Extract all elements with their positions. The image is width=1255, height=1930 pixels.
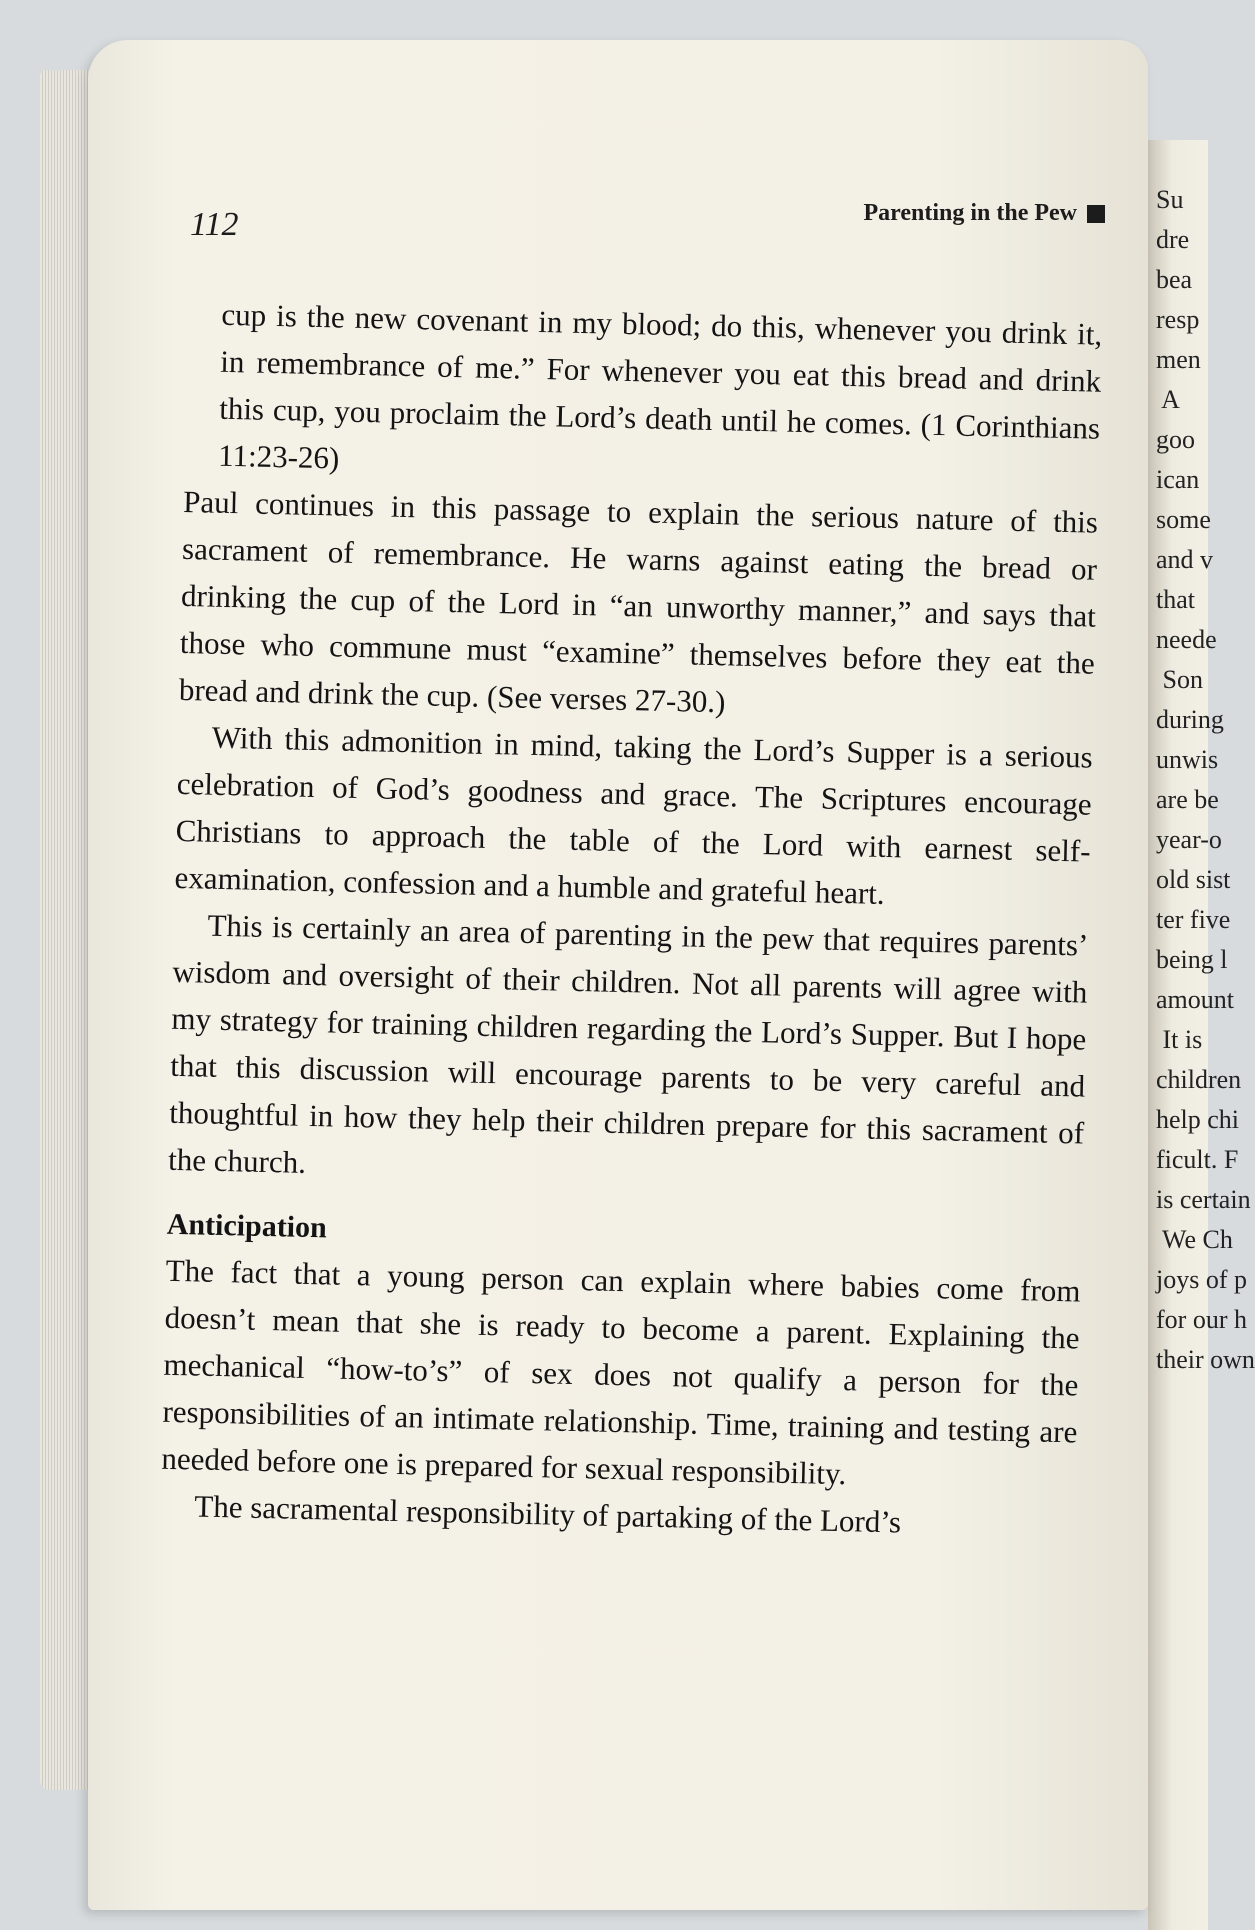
facing-page-edge <box>1148 140 1255 1930</box>
paragraph: The sacramental responsibility of partaking of the Lord’s <box>194 1488 902 1540</box>
paragraph: This is certainly an area of parenting in the pew that requires parents’ wisdom and oversight of their children. Not all parents will agree with my strategy for training children regarding the Lord’s Supper. But I hope that this discussion will encourage parents to be very careful and thoughtful in how they help their children prepare for this sacrament of the church. <box>167 907 1089 1180</box>
running-head-title: Parenting in the Pew <box>863 200 1077 226</box>
section-heading: Anticipation <box>166 1207 328 1245</box>
page-body <box>160 290 1103 1549</box>
running-head <box>863 200 1105 227</box>
block-quote: cup is the new covenant in my blood; do this, whenever you drink it, in remembrance of me.” For whenever you eat this bread and drink this cup, you proclaim the Lord’s death until he comes. (1 Corinthians 11:23-26) <box>217 296 1103 476</box>
facing-page-text-fragments: Su dre bea resp men A goo ican some and v that neede Son during unwis are be year-o old sist ter five being l amount It is children help chi ficult. F is certain We Ch joys of p for our h their own <box>1156 185 1255 1374</box>
page-number: 112 <box>190 206 239 243</box>
paragraph: With this admonition in mind, taking the Lord’s Supper is a serious celebration of God’s goodness and grace. The Scriptures encourage Christians to approach the table of the Lord with earnest self-examination, confession and a humble and grateful heart. <box>174 719 1094 911</box>
paragraph: The fact that a young person can explain where babies come from doesn’t mean that she is ready to become a parent. Explaining the mechanical “how-to’s” of sex does not qualify a person for the responsibilities of an intimate relationship. Time, training and testing are needed before one is prepared for sexual responsibility. <box>161 1252 1081 1492</box>
paragraph: Paul continues in this passage to explain the serious nature of this sacrament of remembrance. He warns against eating the bread or drinking the cup of the Lord in “an unworthy manner,” and says that those who commune must “examine” themselves before they eat the bread and drink the cup. (See verses 27-30.) <box>178 483 1099 720</box>
running-head-square-mark <box>1087 205 1105 223</box>
page-header <box>180 200 1105 243</box>
